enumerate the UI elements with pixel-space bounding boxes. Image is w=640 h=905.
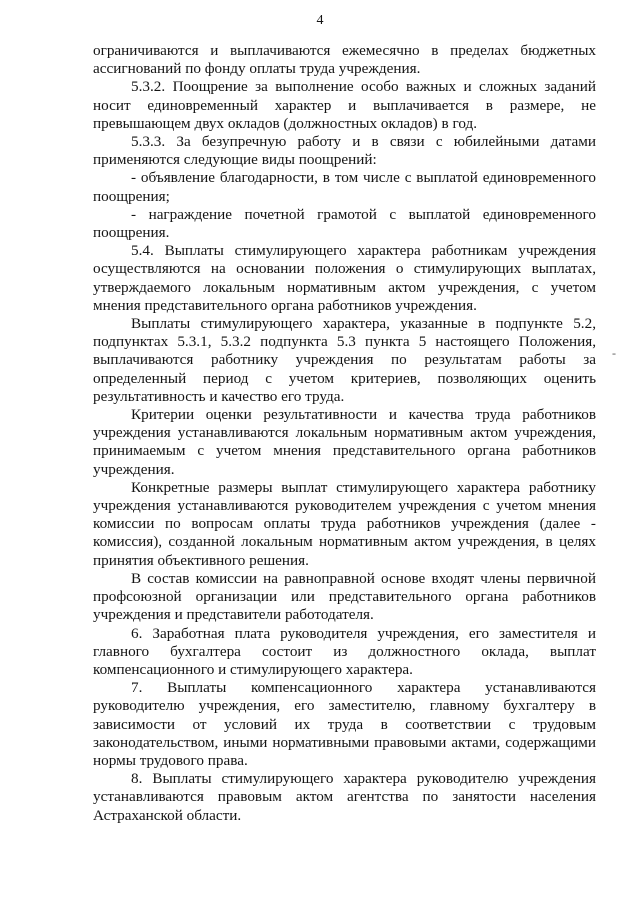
paragraph-5-3-2: 5.3.2. Поощрение за выполнение особо важных и сложных заданий носит единовременный характер и выплачивается в размере, не превышающем двух окладов (должностных окладов) в год. [93, 78, 596, 132]
paragraph-payment-amounts: Конкретные размеры выплат стимулирующего характера работнику учреждения устанавливаются руководителем учреждения с учетом мнения комиссии по вопросам оплаты труда работников учреждения (далее - комиссия), созданной локальным нормативным актом учреждения, в целях принятия объективного решения. [93, 478, 596, 569]
list-item-certificate: - награждение почетной грамотой с выплатой единовременного поощрения. [93, 205, 596, 242]
paragraph-evaluation-criteria: Критерии оценки результативности и качества труда работников учреждения устанавливаются локальным нормативным актом учреждения, принимаемым с учетом мнения представительного органа работников учреждения. [93, 406, 596, 478]
list-item-gratitude: - объявление благодарности, в том числе с выплатой единовременного поощрения; [93, 169, 596, 205]
paragraph-6: 6. Заработная плата руководителя учреждения, его заместителя и главного бухгалтера состоит из должностного оклада, выплат компенсационного и стимулирующего характера. [93, 624, 596, 678]
paragraph-budget-limits: ограничиваются и выплачиваются ежемесячно в пределах бюджетных ассигнований по фонду оплаты труда учреждения. [93, 42, 596, 78]
paragraph-5-4: 5.4. Выплаты стимулирующего характера работникам учреждения осуществляются на основании положения о стимулирующих выплатах, утверждаемого локальным нормативным актом учреждения, с учетом мнения представительного органа работников учреждения. [93, 242, 596, 314]
scan-mark: - [612, 346, 616, 360]
page-number: 4 [316, 13, 324, 28]
paragraph-incentive-payments: Выплаты стимулирующего характера, указанные в подпункте 5.2, подпунктах 5.3.1, 5.3.2 подпункта 5.3 пункта 5 настоящего Положения, выплачиваются работнику учреждения по результатам работы за определенный период с учетом критериев, позволяющих оценить результативность и качество его труда. [93, 315, 596, 405]
paragraph-8: 8. Выплаты стимулирующего характера руководителю учреждения устанавливаются правовым актом агентства по занятости населения Астраханской области. [93, 770, 596, 824]
paragraph-5-3-3: 5.3.3. За безупречную работу и в связи с юбилейными датами применяются следующие виды поощрений: [93, 133, 596, 169]
paragraph-commission-members: В состав комиссии на равноправной основе входят члены первичной профсоюзной организации или представительного органа работников учреждения и представители работодателя. [93, 569, 596, 624]
document-body [93, 42, 596, 825]
paragraph-7: 7. Выплаты компенсационного характера устанавливаются руководителю учреждения, его заместителю, главному бухгалтеру в зависимости от условий их труда в соответствии с трудовым законодательством, иными нормативными правовыми актами, содержащими нормы трудового права. [93, 679, 596, 769]
